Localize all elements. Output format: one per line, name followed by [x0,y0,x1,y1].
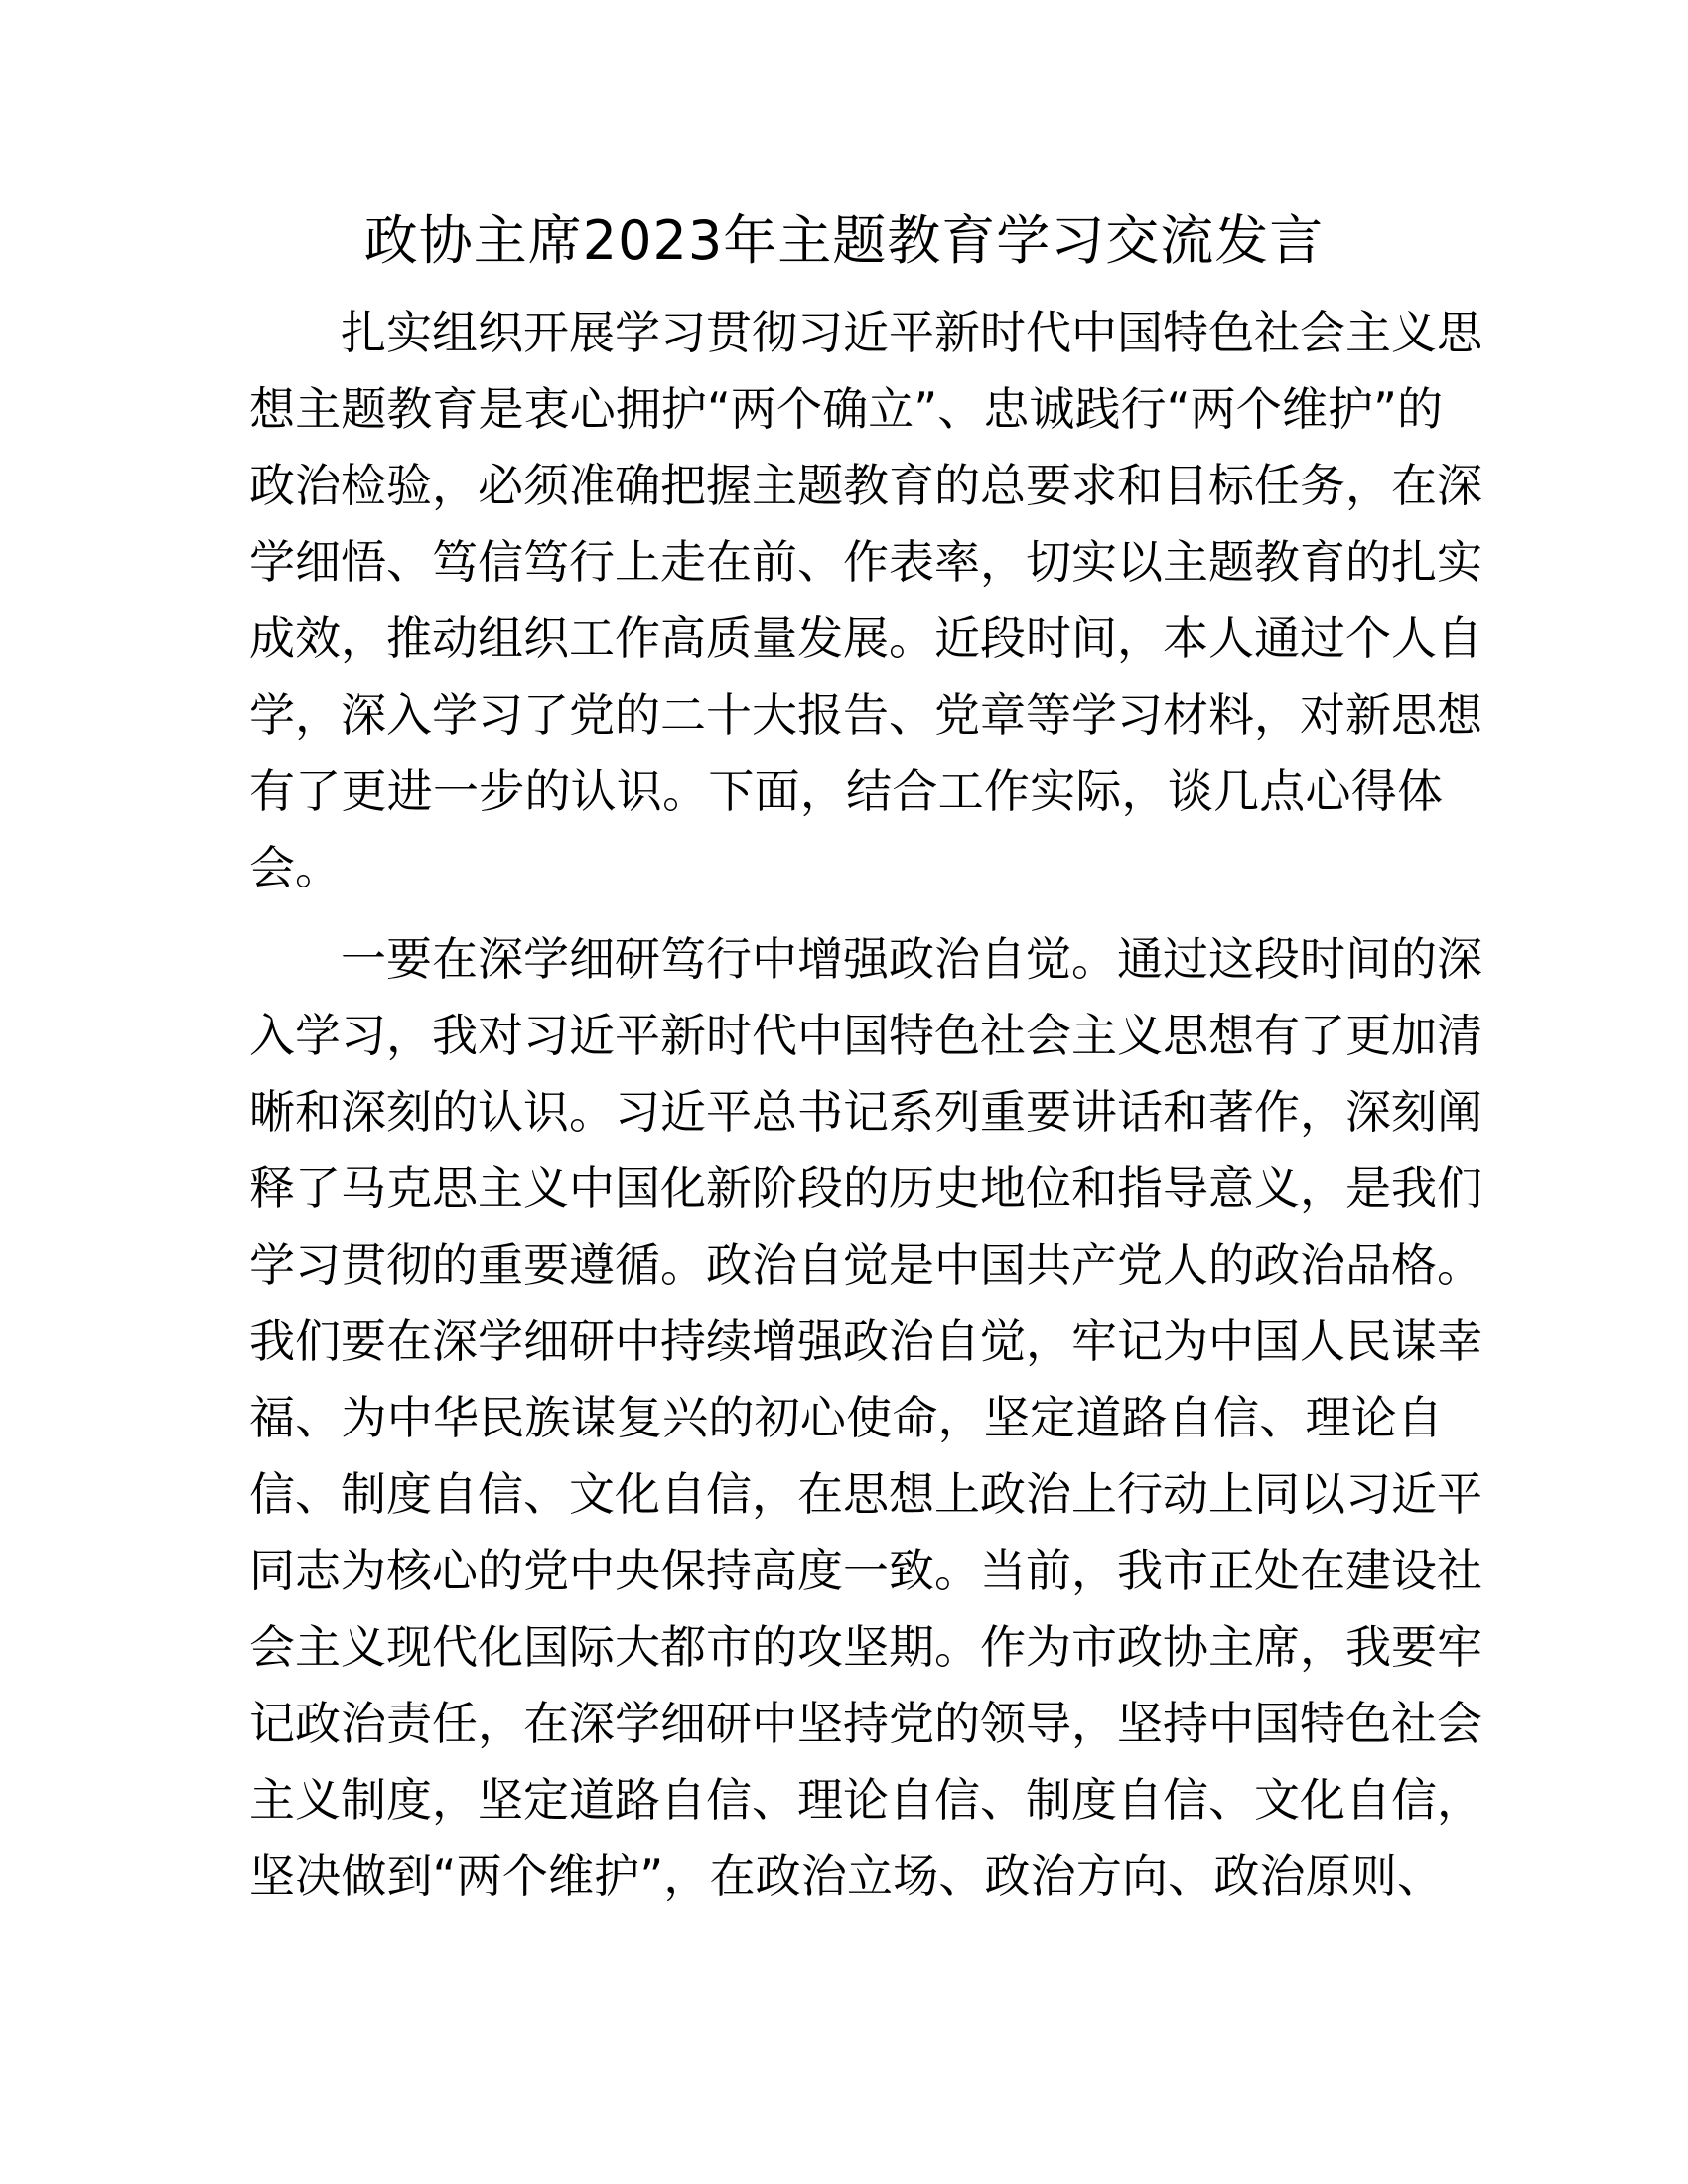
text-line: 释了马克思主义中国化新阶段的历史地位和指导意义，是我们 [249,1161,1482,1215]
text-line: 学习贯彻的重要遵循。政治自觉是中国共产党人的政治品格。 [249,1238,1482,1292]
paragraph-spacer [249,906,1443,921]
text-line: 想主题教育是衷心拥护“两个确立”、忠诚践行“两个维护”的 [249,382,1443,436]
paragraph [249,295,1482,906]
paragraph [249,921,1482,1915]
text-line: 成效，推动组织工作高质量发展。近段时间，本人通过个人自 [249,612,1482,665]
text-line: 我们要在深学细研中持续增强政治自觉，牢记为中国人民谋幸 [249,1314,1482,1368]
text-line: 会。 [249,841,341,894]
text-line: 主义制度，坚定道路自信、理论自信、制度自信、文化自信， [249,1773,1482,1827]
text-line: 政治检验，必须准确把握主题教育的总要求和目标任务，在深 [249,459,1482,512]
text-line: 同志为核心的党中央保持高度一致。当前，我市正处在建设社 [249,1544,1482,1597]
text-line: 会主义现代化国际大都市的攻坚期。作为市政协主席，我要牢 [249,1620,1482,1674]
text-line: 记政治责任，在深学细研中坚持党的领导，坚持中国特色社会 [249,1697,1482,1750]
document-body [249,295,1482,1915]
text-line: 扎实组织开展学习贯彻习近平新时代中国特色社会主义思 [341,306,1482,359]
text-line: 坚决做到“两个维护”，在政治立场、政治方向、政治原则、 [249,1849,1443,1903]
text-line: 有了更进一步的认识。下面，结合工作实际，谈几点心得体 [249,764,1443,818]
text-line: 入学习，我对习近平新时代中国特色社会主义思想有了更加清 [249,1009,1482,1062]
text-line: 晰和深刻的认识。习近平总书记系列重要讲话和著作，深刻阐 [249,1085,1482,1139]
text-line: 福、为中华民族谋复兴的初心使命，坚定道路自信、理论自 [249,1391,1443,1444]
text-line: 一要在深学细研笃行中增强政治自觉。通过这段时间的深 [341,932,1482,986]
text-line: 信、制度自信、文化自信，在思想上政治上行动上同以习近平 [249,1467,1482,1521]
document-title: 政协主席2023年主题教育学习交流发言 [363,209,1325,272]
text-line: 学细悟、笃信笃行上走在前、作表率，切实以主题教育的扎实 [249,535,1482,589]
text-line: 学，深入学习了党的二十大报告、党章等学习材料，对新思想 [249,688,1482,742]
